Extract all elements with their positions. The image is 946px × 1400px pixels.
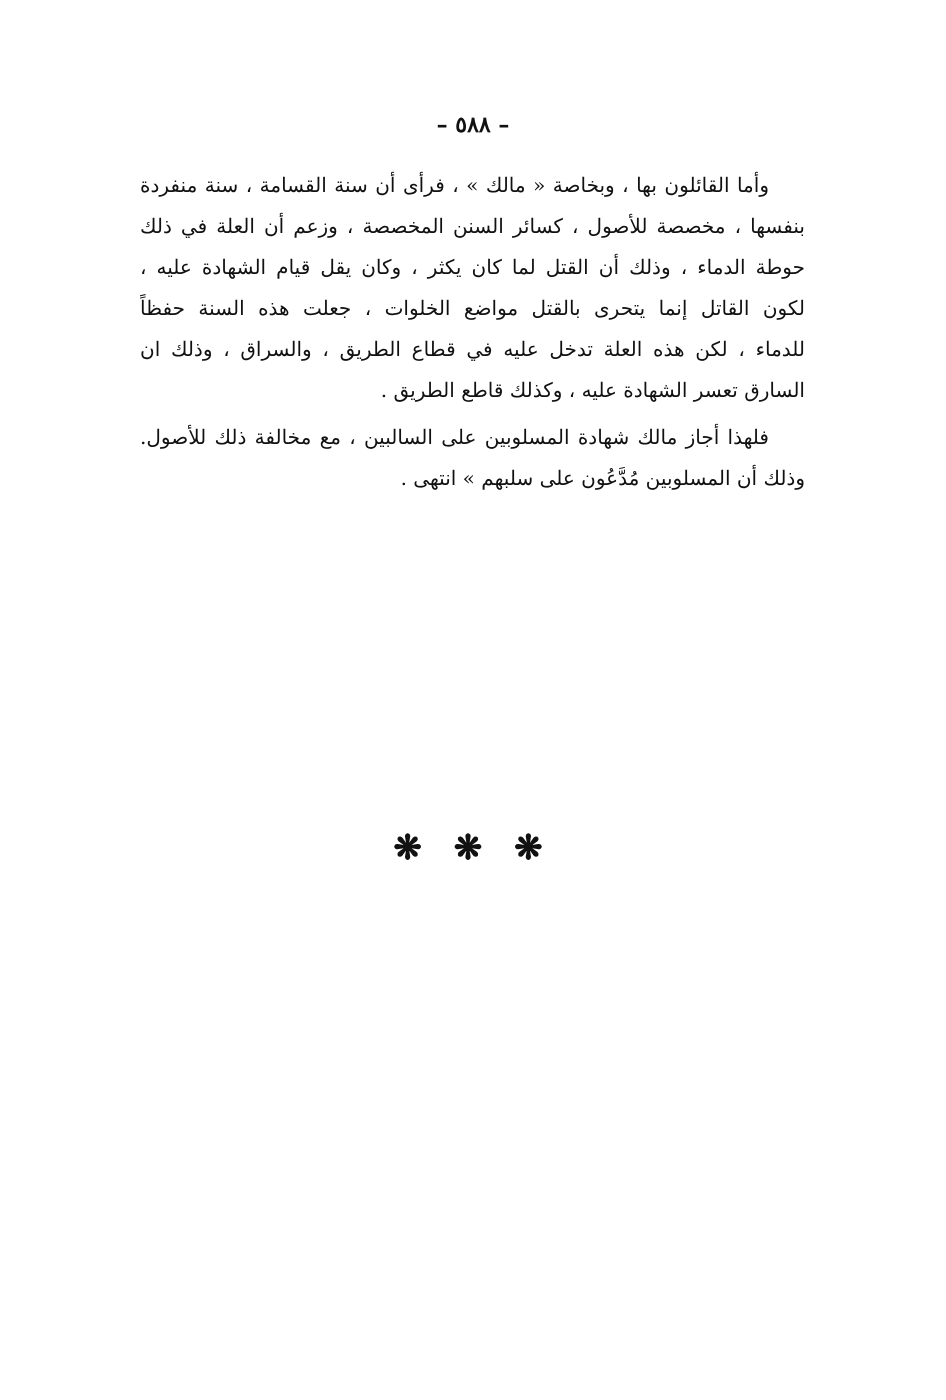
paragraph-1 xyxy=(140,165,805,411)
section-end-ornament: ❋ ❋ ❋ xyxy=(393,828,553,868)
page-number: – ٥٨٨ – xyxy=(436,112,510,138)
text-line: لكون القاتل إنما يتحرى بالقتل مواضع الخلوات ، جعلت هذه السنة حفظاً xyxy=(140,296,805,320)
text-line: وذلك أن المسلوبين مُدَّعُون على سلبهم » انتهى . xyxy=(400,466,805,490)
text-line: وأما القائلون بها ، وبخاصة « مالك » ، فرأى أن سنة القسامة ، سنة منفردة xyxy=(140,173,769,197)
text-line: فلهذا أجاز مالك شهادة المسلوبين على السالبين ، مع مخالفة ذلك للأصول. xyxy=(140,425,769,449)
paragraph-2 xyxy=(140,417,805,499)
text-line: للدماء ، لكن هذه العلة تدخل عليه في قطاع الطريق ، والسراق ، وذلك ان xyxy=(140,337,805,361)
text-line: بنفسها ، مخصصة للأصول ، كسائر السنن المخصصة ، وزعم أن العلة في ذلك xyxy=(140,214,805,238)
text-line: السارق تعسر الشهادة عليه ، وكذلك قاطع الطريق . xyxy=(380,378,805,402)
text-line: حوطة الدماء ، وذلك أن القتل لما كان يكثر ، وكان يقل قيام الشهادة عليه ، xyxy=(140,255,805,279)
